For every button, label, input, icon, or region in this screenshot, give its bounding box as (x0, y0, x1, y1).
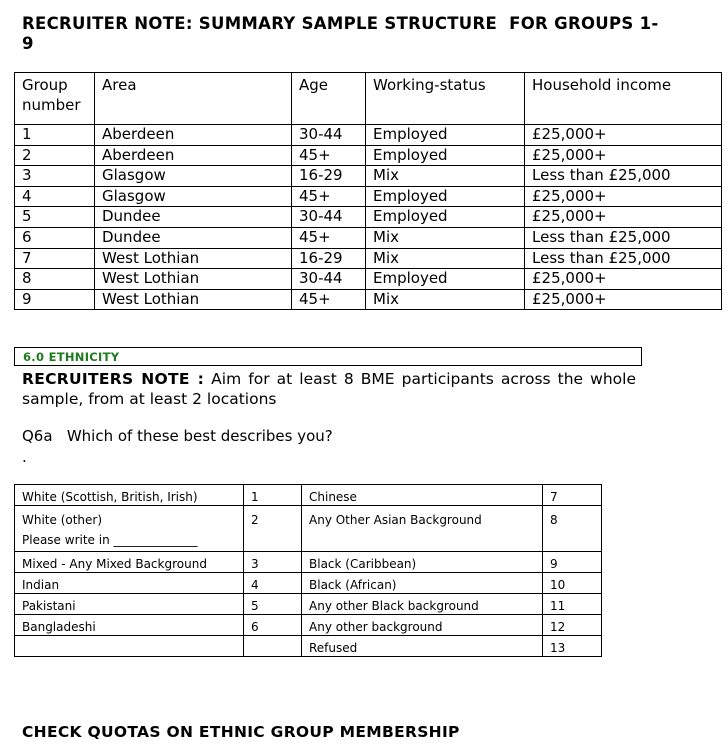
option-label: Any other background (302, 615, 543, 636)
option-label (15, 636, 244, 657)
cell-group-number: 3 (15, 166, 95, 187)
page-title: RECRUITER NOTE: SUMMARY SAMPLE STRUCTURE FOR GROUPS 1-9 (22, 14, 659, 53)
option-code: 5 (244, 594, 302, 615)
cell-household-income: £25,000+ (525, 207, 722, 228)
cell-household-income: Less than £25,000 (525, 227, 722, 248)
cell-age: 45+ (292, 145, 366, 166)
cell-working-status: Mix (366, 227, 525, 248)
option-label (15, 552, 244, 573)
table-row (15, 248, 722, 269)
ethnicity-table (14, 484, 602, 657)
option-label-text: White (Scottish, British, Irish) (22, 490, 198, 504)
option-label-text: Bangladeshi (22, 620, 96, 634)
cell-area: Aberdeen (95, 145, 292, 166)
cell-working-status: Employed (366, 269, 525, 290)
cell-household-income: Less than £25,000 (525, 248, 722, 269)
table-row (15, 615, 602, 636)
option-label: Any Other Asian Background (302, 506, 543, 552)
option-label: Chinese (302, 485, 543, 506)
table-row (15, 186, 722, 207)
write-in-field: Please write in ______________ (22, 533, 198, 547)
table-row (15, 166, 722, 187)
option-label: Black (African) (302, 573, 543, 594)
cell-area: Aberdeen (95, 125, 292, 146)
header-age: Age (292, 73, 366, 125)
option-label (15, 594, 244, 615)
recruiters-note-label: RECRUITERS NOTE : (22, 370, 205, 388)
cell-household-income: £25,000+ (525, 186, 722, 207)
table-row (15, 594, 602, 615)
section-heading: 6.0 ETHNICITY (23, 350, 120, 364)
table-row (15, 289, 722, 310)
cell-group-number: 1 (15, 125, 95, 146)
header-household-income: Household income (525, 73, 722, 125)
table-row (15, 227, 722, 248)
table-row (15, 506, 602, 552)
table-row (15, 207, 722, 228)
option-label: Refused (302, 636, 543, 657)
cell-household-income: £25,000+ (525, 289, 722, 310)
option-label-text: Mixed - Any Mixed Background (22, 557, 207, 571)
option-code: 10 (543, 573, 602, 594)
summary-sample-table (14, 72, 722, 310)
cell-area: Dundee (95, 207, 292, 228)
cell-age: 45+ (292, 289, 366, 310)
option-code: 2 (244, 506, 302, 552)
option-label: Black (Caribbean) (302, 552, 543, 573)
option-code: 12 (543, 615, 602, 636)
quota-check-note: CHECK QUOTAS ON ETHNIC GROUP MEMBERSHIP (22, 723, 460, 741)
cell-area: West Lothian (95, 289, 292, 310)
cell-area: West Lothian (95, 248, 292, 269)
question-q6a: Q6a Which of these best describes you? (22, 427, 333, 445)
cell-age: 16-29 (292, 248, 366, 269)
cell-group-number: 5 (15, 207, 95, 228)
section-heading-box (14, 347, 642, 366)
option-code: 13 (543, 636, 602, 657)
table-row (15, 636, 602, 657)
option-code: 7 (543, 485, 602, 506)
option-label (15, 506, 244, 552)
option-label (15, 485, 244, 506)
option-code: 1 (244, 485, 302, 506)
cell-area: Glasgow (95, 166, 292, 187)
summary-header-row (15, 73, 722, 125)
cell-group-number: 2 (15, 145, 95, 166)
option-label-text: White (other) (22, 513, 103, 527)
option-code: 6 (244, 615, 302, 636)
cell-working-status: Employed (366, 186, 525, 207)
table-row (15, 145, 722, 166)
cell-household-income: Less than £25,000 (525, 166, 722, 187)
option-label-text: Indian (22, 578, 60, 592)
cell-age: 30-44 (292, 125, 366, 146)
header-group-number: Group number (15, 73, 95, 125)
cell-working-status: Mix (366, 248, 525, 269)
option-code: 11 (543, 594, 602, 615)
option-code: 9 (543, 552, 602, 573)
recruiters-note-text: Aim for at least 8 BME participants across the whole sample, from at least 2 locations (22, 370, 636, 408)
option-label (15, 573, 244, 594)
cell-working-status: Employed (366, 145, 525, 166)
cell-group-number: 9 (15, 289, 95, 310)
question-dot: . (22, 448, 27, 466)
cell-area: Glasgow (95, 186, 292, 207)
header-area: Area (95, 73, 292, 125)
option-code: 4 (244, 573, 302, 594)
table-row (15, 573, 602, 594)
cell-group-number: 6 (15, 227, 95, 248)
option-code: 8 (543, 506, 602, 552)
cell-group-number: 7 (15, 248, 95, 269)
recruiters-note (22, 369, 636, 409)
cell-household-income: £25,000+ (525, 269, 722, 290)
cell-group-number: 8 (15, 269, 95, 290)
table-row (15, 552, 602, 573)
option-label (15, 615, 244, 636)
header-working-status: Working-status (366, 73, 525, 125)
cell-age: 45+ (292, 227, 366, 248)
cell-age: 30-44 (292, 269, 366, 290)
cell-working-status: Mix (366, 166, 525, 187)
cell-area: West Lothian (95, 269, 292, 290)
table-row (15, 269, 722, 290)
cell-age: 30-44 (292, 207, 366, 228)
cell-age: 16-29 (292, 166, 366, 187)
cell-working-status: Employed (366, 207, 525, 228)
option-code: 3 (244, 552, 302, 573)
cell-working-status: Employed (366, 125, 525, 146)
table-row (15, 125, 722, 146)
cell-working-status: Mix (366, 289, 525, 310)
cell-household-income: £25,000+ (525, 145, 722, 166)
cell-area: Dundee (95, 227, 292, 248)
cell-age: 45+ (292, 186, 366, 207)
cell-household-income: £25,000+ (525, 125, 722, 146)
option-code (244, 636, 302, 657)
option-label: Any other Black background (302, 594, 543, 615)
cell-group-number: 4 (15, 186, 95, 207)
table-row (15, 485, 602, 506)
option-label-text: Pakistani (22, 599, 76, 613)
